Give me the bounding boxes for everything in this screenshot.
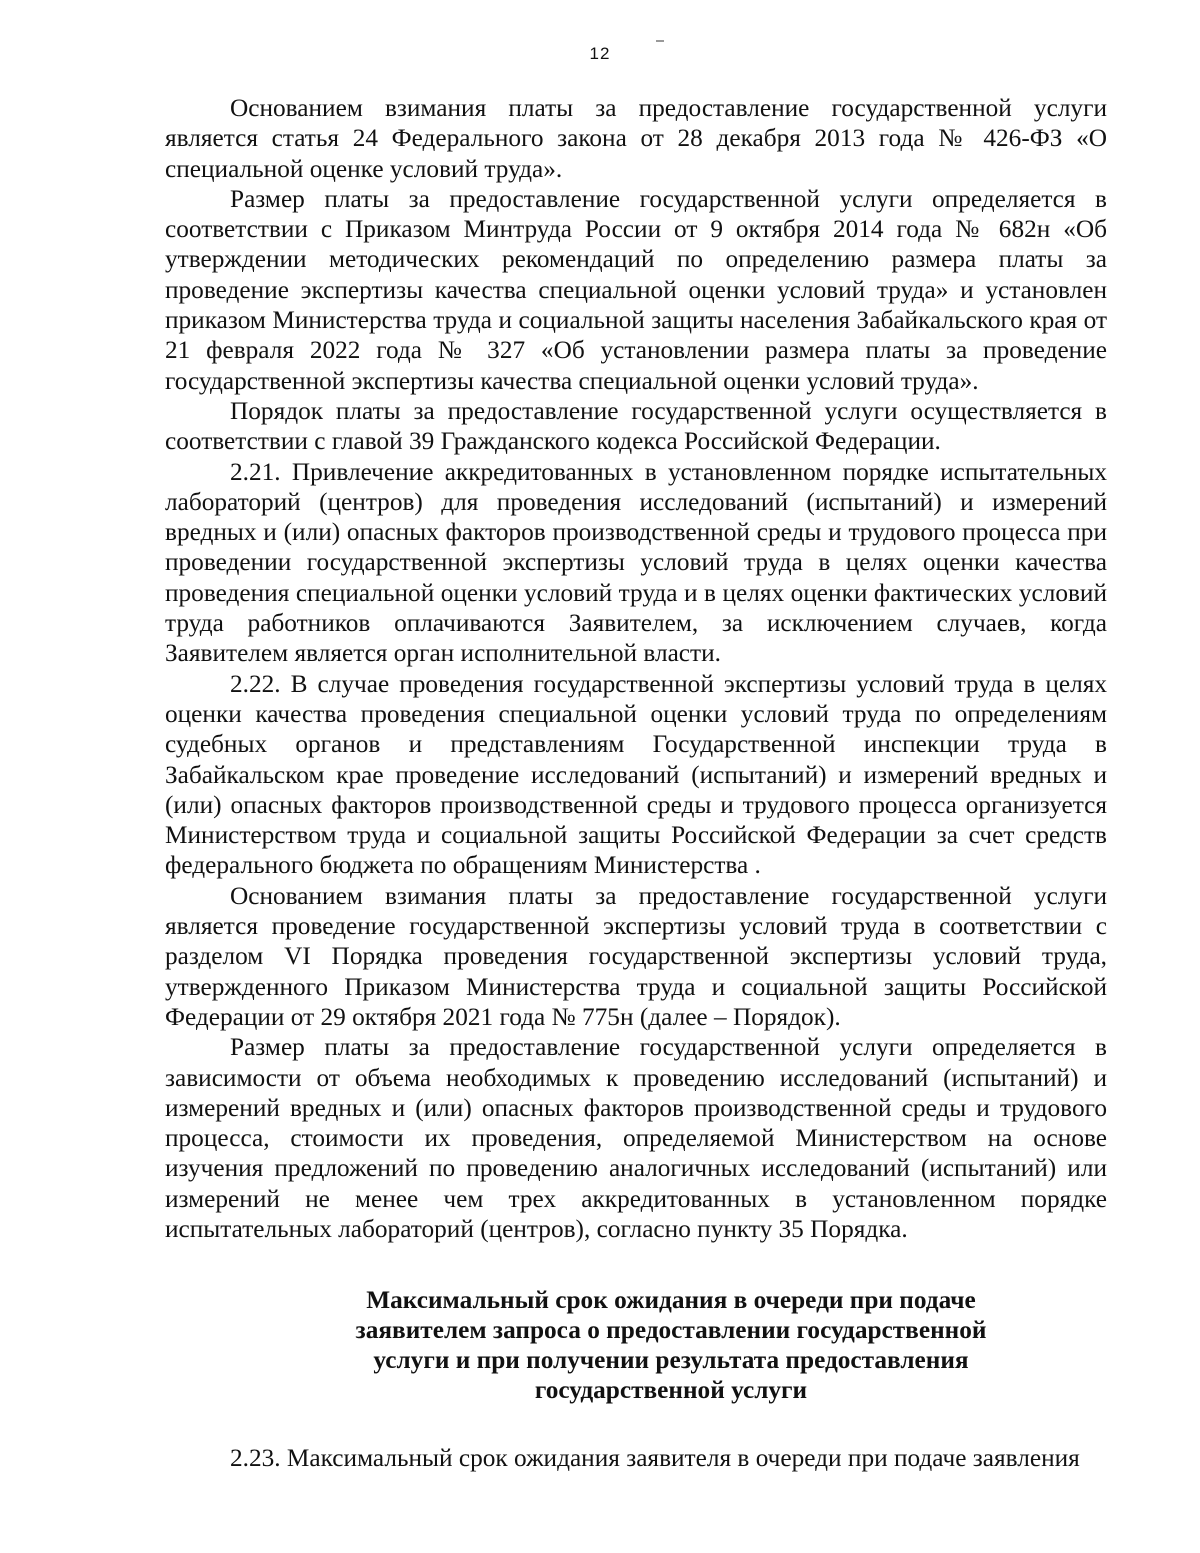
heading-line: государственной услуги xyxy=(534,1376,808,1405)
paragraph-2-21: 2.21. Привлечение аккредитованных в установленном порядке испытательных лабораторий (центров) для проведения исследований (испытаний) и измерений вредных и (или) опасных факторов производственной среды и трудового процесса при проведении государственной экспертизы условий труда в целях оценки качества проведения специальной оценки условий труда и в целях оценки фактических условий труда работников оплачиваются Заявителем, за исключением случаев, когда Заявителем является орган исполнительной власти. xyxy=(165,457,1107,668)
paragraph-2-23: 2.23. Максимальный срок ожидания заявителя в очереди при подаче заявления xyxy=(230,1444,1080,1473)
page-number: 12 xyxy=(589,44,611,63)
document-body xyxy=(165,93,1107,1474)
heading-line: услуги и при получении результата предоставления xyxy=(373,1346,969,1375)
paragraph-fee-basis-2: Основанием взимания платы за предоставление государственной услуги является проведение государственной экспертизы условий труда в соответствии с разделом VI Порядка проведения государственной экспертизы условий труда, утвержденного Приказом Министерства труда и социальной защиты Российской Федерации от 29 октября 2021 года № 775н (далее – Порядок). xyxy=(165,881,1107,1031)
paragraph-fee-procedure: Порядок платы за предоставление государственной услуги осуществляется в соответствии с главой 39 Гражданского кодекса Российской Федерации. xyxy=(165,396,1107,456)
section-heading xyxy=(165,1285,1107,1405)
paragraph-fee-amount-2: Размер платы за предоставление государственной услуги определяется в зависимости от объема необходимых к проведению исследований (испытаний) и измерений вредных и (или) опасных факторов производственной среды и трудового процесса, стоимости их проведения, определяемой Министерством на основе изучения предложений по проведению аналогичных исследований (испытаний) или измерений не менее чем трех аккредитованных в установленном порядке испытательных лабораторий (центров), согласно пункту 35 Порядка. xyxy=(165,1033,1107,1243)
paragraph-fee-amount: Размер платы за предоставление государственной услуги определяется в соответствии с Приказом Минтруда России от 9 октября 2014 года № 682н «Об утверждении методических рекомендаций по определению размера платы за проведение экспертизы качества специальной оценки условий труда» и установлен приказом Министерства труда и социальной защиты населения Забайкальского края от 21 февраля 2022 года № 327 «Об установлении размера платы за проведение государственной экспертизы качества специальной оценки условий труда». xyxy=(165,184,1107,395)
heading-line: заявителем запроса о предоставлении государственной xyxy=(355,1316,987,1345)
paragraph-fee-basis: Основанием взимания платы за предоставление государственной услуги является статья 24 Федерального закона от 28 декабря 2013 года № 426-ФЗ «О специальной оценке условий труда». xyxy=(165,94,1107,183)
paragraph-2-22: 2.22. В случае проведения государственной экспертизы условий труда в целях оценки качества проведения специальной оценки условий труда по определениям судебных органов и представлениям Государственной инспекции труда в Забайкальском крае проведение исследований (испытаний) и измерений вредных и (или) опасных факторов производственной среды и трудового процесса организуется Министерством труда и социальной защиты Российской Федерации за счет средств федерального бюджета по обращениям Министерства . xyxy=(165,669,1107,880)
heading-line: Максимальный срок ожидания в очереди при подаче xyxy=(366,1286,976,1315)
scan-artifact xyxy=(656,40,664,42)
